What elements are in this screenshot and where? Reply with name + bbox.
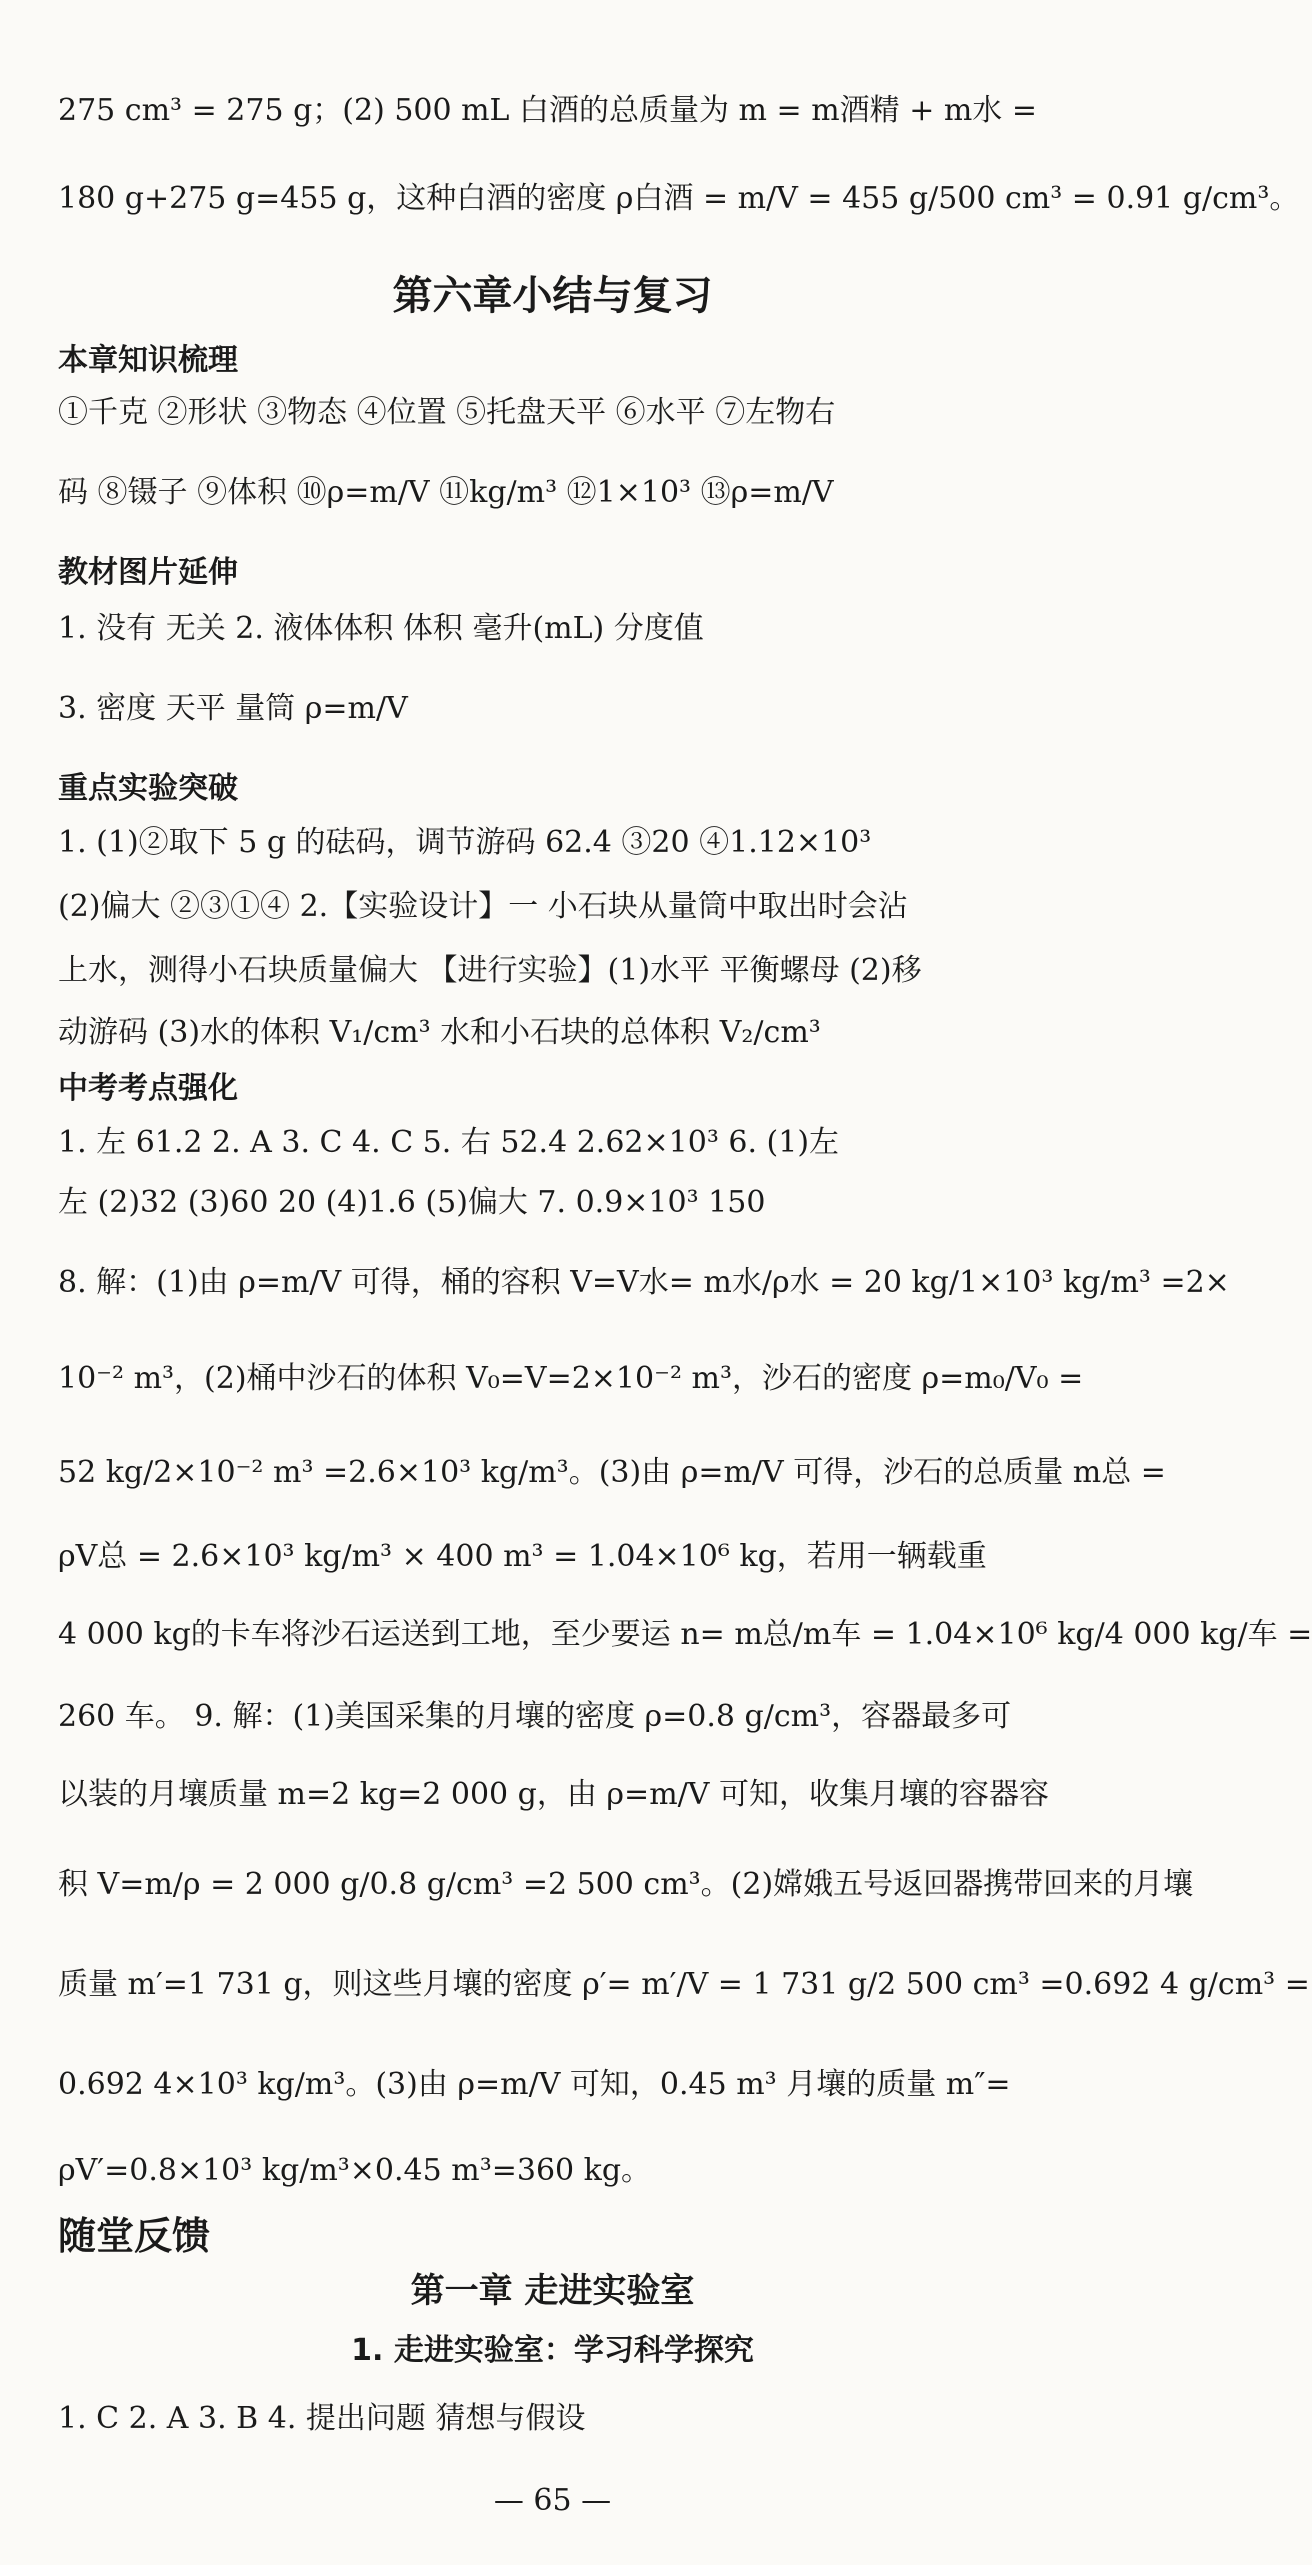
text-line-16: ρV总 = 2.6×10³ kg/m³ × 400 m³ = 1.04×10⁶ kg，若用一辆载重 [58,1539,987,1574]
text-line-22: 0.692 4×10³ kg/m³。(3)由 ρ=m/V 可知，0.45 m³ 月壤的质量 m″= [58,2067,1011,2102]
text-line-3: ①千克 ②形状 ③物态 ④位置 ⑤托盘天平 ⑥水平 ⑦左物右 [58,395,836,430]
text-line-20: 积 V=m/ρ = 2 000 g/0.8 g/cm³ =2 500 cm³。(2)嫦娥五号返回器携带回来的月壤 [58,1867,1194,1902]
text-line-23: ρV′=0.8×10³ kg/m³×0.45 m³=360 kg。 [58,2153,652,2188]
text-line-18: 260 车。 9. 解：(1)美国采集的月壤的密度 ρ=0.8 g/cm³，容器最多可 [58,1699,1012,1734]
text-line-12: 左 (2)32 (3)60 20 (4)1.6 (5)偏大 7. 0.9×10³ 150 [58,1185,766,1220]
text-line-10: 动游码 (3)水的体积 V₁/cm³ 水和小石块的总体积 V₂/cm³ [58,1015,821,1050]
section-heading-experiment: 重点实验突破 [58,771,238,806]
section-heading-textbook: 教材图片延伸 [58,555,238,590]
text-line-15: 52 kg/2×10⁻² m³ =2.6×10³ kg/m³。(3)由 ρ=m/V 可得，沙石的总质量 m总 = [58,1455,1166,1490]
text-line-6: 3. 密度 天平 量筒 ρ=m/V [58,691,408,726]
text-line-7: 1. (1)②取下 5 g 的砝码，调节游码 62.4 ③20 ④1.12×10³ [58,825,872,860]
text-line-2: 180 g+275 g=455 g，这种白酒的密度 ρ白酒 = m/V = 455 g/500 cm³ = 0.91 g/cm³。 [58,181,1300,216]
section-heading-exam: 中考考点强化 [58,1071,238,1106]
section-heading-knowledge: 本章知识梳理 [58,343,238,378]
text-line-17: 4 000 kg的卡车将沙石运送到工地，至少要运 n= m总/m车 = 1.04×10⁶ kg/4 000 kg/车 = [58,1617,1312,1652]
text-line-4: 码 ⑧镊子 ⑨体积 ⑩ρ=m/V ⑪kg/m³ ⑫1×10³ ⑬ρ=m/V [58,475,834,510]
text-line-24: 1. C 2. A 3. B 4. 提出问题 猜想与假设 [58,2401,586,2436]
text-line-8: (2)偏大 ②③①④ 2.【实验设计】一 小石块从量筒中取出时会沾 [58,889,908,924]
chapter-heading: 第一章 走进实验室 [410,2271,695,2311]
text-line-5: 1. 没有 无关 2. 液体体积 体积 毫升(mL) 分度值 [58,611,704,646]
chapter-title: 第六章小结与复习 [392,273,713,319]
text-line-14: 10⁻² m³，(2)桶中沙石的体积 V₀=V=2×10⁻² m³，沙石的密度 ρ=m₀/V₀ = [58,1361,1084,1396]
text-line-21: 质量 m′=1 731 g，则这些月壤的密度 ρ′= m′/V = 1 731 g/2 500 cm³ =0.692 4 g/cm³ = [58,1967,1310,2002]
text-line-11: 1. 左 61.2 2. A 3. C 4. C 5. 右 52.4 2.62×10³ 6. (1)左 [58,1125,840,1160]
text-line-1: 275 cm³ = 275 g；(2) 500 mL 白酒的总质量为 m = m酒精 + m水 = [58,93,1037,128]
section-heading-feedback: 随堂反馈 [58,2214,211,2258]
page-number: — 65 — [493,2483,612,2518]
text-line-19: 以装的月壤质量 m=2 kg=2 000 g，由 ρ=m/V 可知，收集月壤的容器容 [58,1777,1049,1812]
lesson-heading: 1. 走进实验室：学习科学探究 [351,2333,754,2368]
text-line-9: 上水，测得小石块质量偏大 【进行实验】(1)水平 平衡螺母 (2)移 [58,953,922,988]
text-line-13: 8. 解：(1)由 ρ=m/V 可得，桶的容积 V=V水= m水/ρ水 = 20 kg/1×10³ kg/m³ =2× [58,1265,1230,1300]
